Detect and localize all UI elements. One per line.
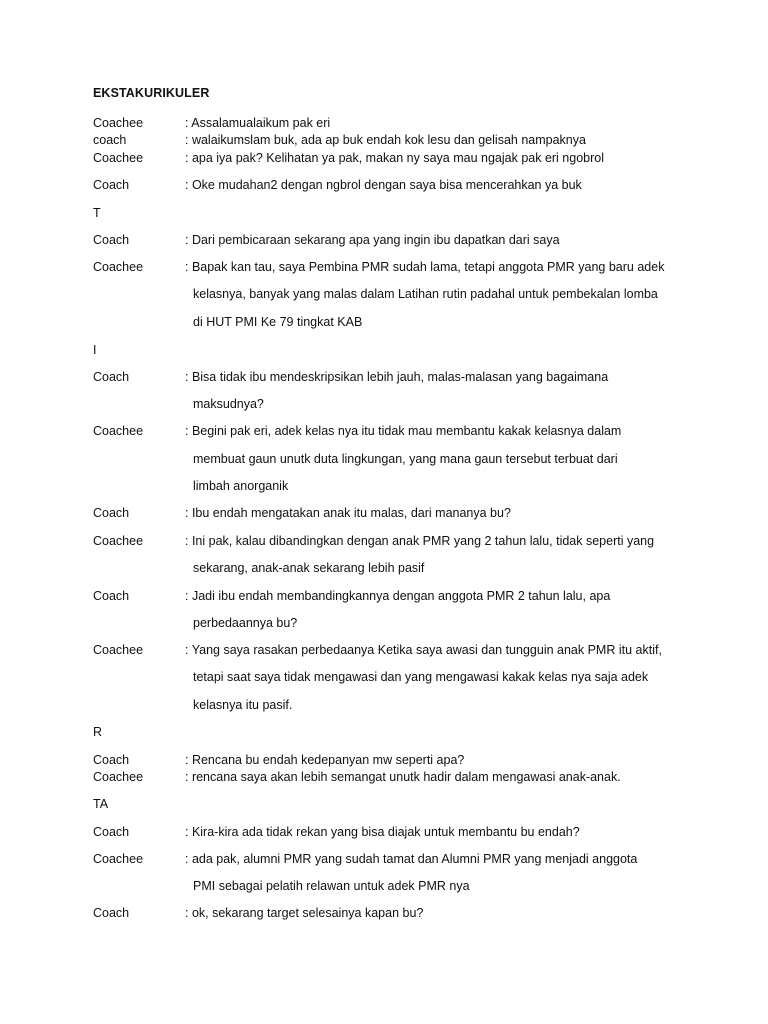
utterance-text: : Dari pembicaraan sekarang apa yang ingin ibu dapatkan dari saya	[185, 233, 560, 247]
speaker-label: Coachee	[93, 534, 144, 548]
section-label: TA	[93, 797, 109, 811]
utterance-text: : ok, sekarang target selesainya kapan bu?	[185, 906, 424, 920]
speaker-label: Coach	[93, 178, 130, 192]
utterance-text: : Begini pak eri, adek kelas nya itu tidak mau membantu kakak kelasnya dalam	[185, 424, 622, 438]
utterance-text: : Assalamualaikum pak eri	[185, 116, 331, 130]
section-label: R	[93, 725, 103, 739]
speaker-label: Coachee	[93, 260, 144, 274]
speaker-label: Coach	[93, 370, 130, 384]
speaker-label: Coachee	[93, 852, 144, 866]
utterance-text: : Bisa tidak ibu mendeskripsikan lebih jauh, malas-malasan yang bagaimana	[185, 370, 609, 384]
speaker-label: Coachee	[93, 116, 144, 130]
utterance-text: : Ibu endah mengatakan anak itu malas, dari mananya bu?	[185, 506, 511, 520]
continuation-text: maksudnya?	[193, 397, 264, 411]
speaker-label: coach	[93, 133, 127, 147]
continuation-text: sekarang, anak-anak sekarang lebih pasif	[193, 561, 425, 575]
section-label: I	[93, 343, 97, 357]
utterance-text: : Oke mudahan2 dengan ngbrol dengan saya bisa mencerahkan ya buk	[185, 178, 582, 192]
speaker-label: Coachee	[93, 424, 144, 438]
continuation-text: di HUT PMI Ke 79 tingkat KAB	[193, 315, 363, 329]
speaker-label: Coachee	[93, 770, 144, 784]
speaker-label: Coachee	[93, 643, 144, 657]
utterance-text: : ada pak, alumni PMR yang sudah tamat dan Alumni PMR yang menjadi anggota	[185, 852, 638, 866]
utterance-text: : rencana saya akan lebih semangat unutk hadir dalam mengawasi anak-anak.	[185, 770, 621, 784]
speaker-label: Coachee	[93, 151, 144, 165]
continuation-text: membuat gaun unutk duta lingkungan, yang mana gaun tersebut terbuat dari	[193, 452, 618, 466]
continuation-text: PMI sebagai pelatih relawan untuk adek PMR nya	[193, 879, 470, 893]
continuation-text: kelasnya, banyak yang malas dalam Latihan rutin padahal untuk pembekalan lomba	[193, 287, 658, 301]
utterance-text: : apa iya pak? Kelihatan ya pak, makan ny saya mau ngajak pak eri ngobrol	[185, 151, 605, 165]
utterance-text: : Jadi ibu endah membandingkannya dengan anggota PMR 2 tahun lalu, apa	[185, 589, 611, 603]
utterance-text: : walaikumslam buk, ada ap buk endah kok lesu dan gelisah nampaknya	[185, 133, 586, 147]
speaker-label: Coach	[93, 589, 130, 603]
continuation-text: kelasnya itu pasif.	[193, 698, 293, 712]
speaker-label: Coach	[93, 753, 130, 767]
utterance-text: : Yang saya rasakan perbedaanya Ketika saya awasi dan tungguin anak PMR itu aktif,	[185, 643, 662, 657]
section-label: T	[93, 206, 101, 220]
utterance-text: : Kira-kira ada tidak rekan yang bisa diajak untuk membantu bu endah?	[185, 825, 580, 839]
utterance-text: : Rencana bu endah kedepanyan mw seperti apa?	[185, 753, 465, 767]
utterance-text: : Ini pak, kalau dibandingkan dengan anak PMR yang 2 tahun lalu, tidak seperti yang	[185, 534, 655, 548]
continuation-text: perbedaannya bu?	[193, 616, 298, 630]
speaker-label: Coach	[93, 506, 130, 520]
speaker-label: Coach	[93, 825, 130, 839]
continuation-text: limbah anorganik	[193, 479, 289, 493]
utterance-text: : Bapak kan tau, saya Pembina PMR sudah lama, tetapi anggota PMR yang baru adek	[185, 260, 665, 274]
speaker-label: Coach	[93, 233, 130, 247]
continuation-text: tetapi saat saya tidak mengawasi dan yang mengawasi kakak kelas nya saja adek	[193, 670, 649, 684]
document-title: EKSTAKURIKULER	[93, 86, 210, 100]
speaker-label: Coach	[93, 906, 130, 920]
